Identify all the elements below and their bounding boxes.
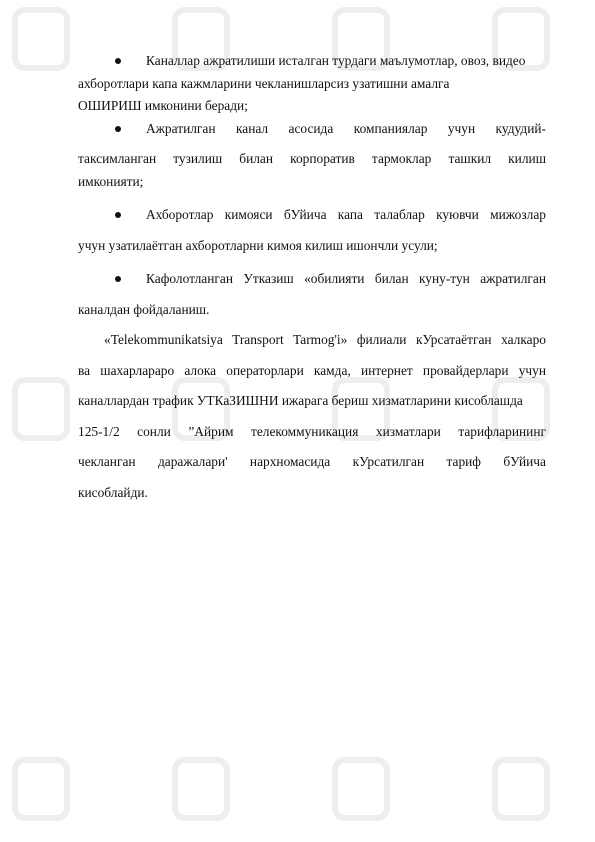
bullet-item-3-line-2: учун узатилаётган ахборотларни кимоя килиш ишончли усули;: [78, 237, 438, 253]
bullet-icon: [115, 276, 121, 282]
document-page: [78, 50, 546, 504]
bullet-icon: [115, 126, 121, 132]
bullet-item-4-line-2: каналдан фойдаланиш.: [78, 301, 210, 317]
bullet-item-1-line-1: Каналлар ажратилиши исталган турдаги маълумотлар, овоз, видео: [78, 50, 546, 73]
bullet-item-1-line-3: ОШИРИШ имконини беради;: [78, 98, 248, 113]
paragraph-line-1: «Telekommunikatsiya Transport Tarmog'i» филиали кУрсатаётган халкаро: [104, 332, 546, 347]
bullet-icon: [115, 58, 121, 64]
bullet-item-4-line-1: Кафолотланган Утказиш «обилияти билан куну-тун ажратилган: [78, 268, 546, 291]
paragraph-line-3: каналлардан трафик УТКаЗИШНИ ижарага бериш хизматларини кисоблашда: [78, 393, 523, 408]
bullet-item-2-line-3: имконияти;: [78, 173, 144, 189]
paragraph-line-5: чекланган даражалари' нархномасида кУрсатилган тариф бУйича: [78, 454, 546, 469]
bullet-item-1-line-2: ахборотлари капа кажмларини чекланишларсиз узатишни амалга: [78, 75, 450, 91]
bullet-item-3-line-1: Ахборотлар кимояси бУйича капа талаблар куювчи мижозлар: [78, 204, 546, 227]
bullet-icon: [115, 212, 121, 218]
bullet-item-2-line-2: таксимланган тузилиш билан корпоратив тармоклар ташкил килиш: [78, 151, 546, 166]
paragraph-line-4: 125-1/2 сонли ”Айрим телекоммуникация хизматлари тарифларининг: [78, 423, 546, 439]
paragraph-line-6: кисоблайди.: [78, 484, 148, 500]
paragraph-line-2: ва шахарлараро алока операторлари камда, интернет провайдерлари учун: [78, 362, 546, 378]
bullet-item-2-line-1: Ажратилган канал асосида компаниялар учун кудудий-: [78, 118, 546, 141]
